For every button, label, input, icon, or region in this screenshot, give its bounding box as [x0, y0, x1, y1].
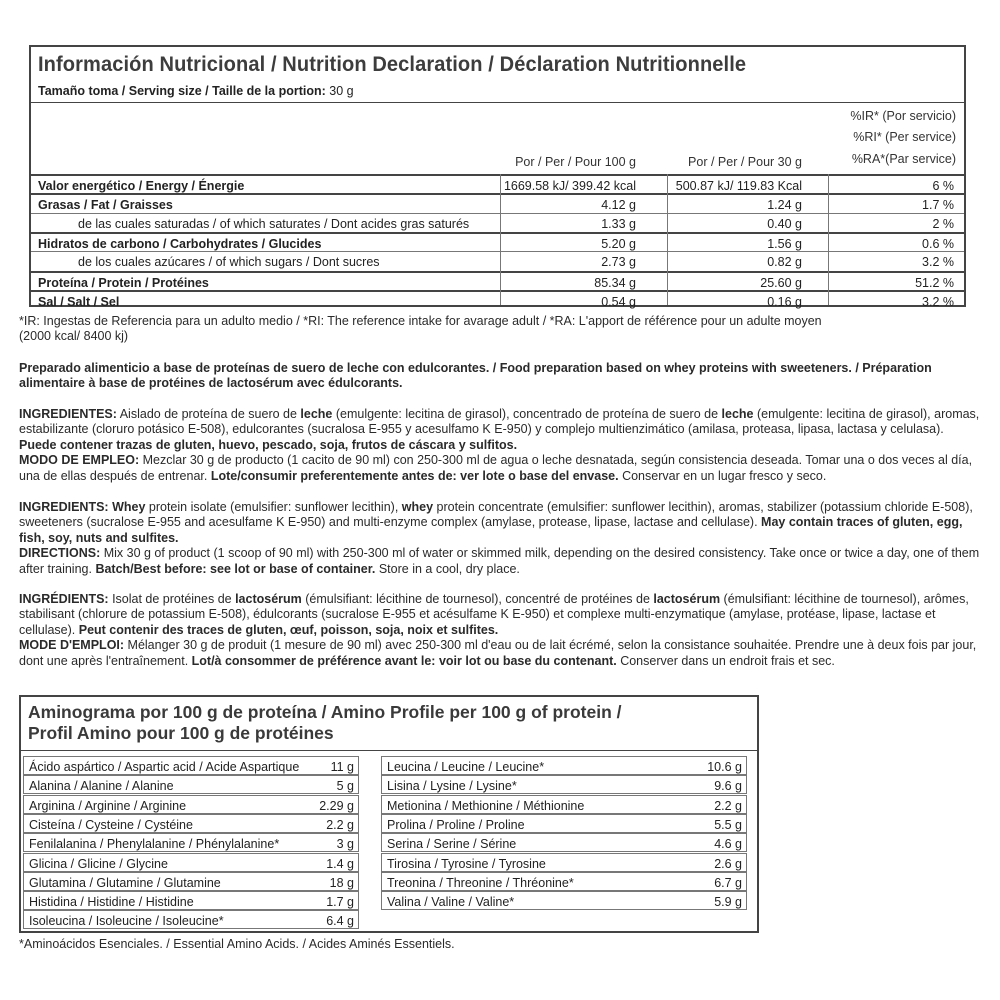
reference-intake-percent: 2 % [932, 216, 954, 231]
serving-size [38, 84, 354, 98]
amino-acid-value: 3 g [336, 837, 354, 852]
amino-acid-name: Tirosina / Tyrosine / Tyrosine [387, 856, 546, 871]
amino-acid-value: 5 g [336, 779, 354, 794]
amino-header-divider [21, 750, 757, 751]
amino-row [381, 891, 747, 910]
amino-acid-name: Treonina / Threonine / Thréonine* [387, 875, 574, 890]
directions-es-label: MODO DE EMPLEO: [19, 453, 140, 468]
value-per-100g: 1.33 g [601, 216, 636, 231]
amino-acid-value: 10.6 g [707, 760, 742, 774]
amino-acid-name: Leucina / Leucine / Leucine* [387, 760, 545, 774]
column-divider [667, 174, 668, 305]
amino-acid-value: 1.7 g [326, 895, 354, 910]
amino-acid-value: 5.5 g [714, 817, 742, 832]
amino-acid-name: Cisteína / Cysteine / Cystéine [29, 817, 193, 832]
amino-title-line-2: Profil Amino pour 100 g de protéines [28, 723, 334, 743]
value-per-100g: 85.34 g [594, 275, 636, 290]
reference-intake-percent: 0.6 % [922, 236, 954, 251]
ingredients-fr: INGRÉDIENTS: Isolat de protéines de lactosérum (émulsifiant: lécithine de tournesol), concentré de protéines de lactosérum (émulsifiant: lécithine de tournesol), arômes, stabilisant (chlorure de potassium E-508), édulcorants (sucralose E-955 et acésulfame K E-950) et complexe multi-enzymatique (amylase, protéase, lipase, lactase et cellulase). Peut contenir des traces de gluten, œuf, poisson, soja, noix et sulfites. [19, 592, 969, 637]
allergen-warning-en: May contain traces of gluten, egg, fish, soy, nuts and sulfites. [19, 515, 963, 545]
amino-row [23, 795, 359, 814]
ri-footnote-line-1: *IR: Ingestas de Referencia para un adulto medio / *RI: The reference intake for avarage adult / *RA: L'apport de référence pour un adulte moyen [19, 314, 822, 328]
amino-acid-value: 18 g [329, 875, 354, 890]
directions-fr-label: MODE D'EMPLOI: [19, 638, 125, 653]
amino-acid-value: 2.2 g [714, 798, 742, 813]
french-block [19, 592, 981, 669]
ri-footnote-line-2: (2000 kcal/ 8400 kj) [19, 329, 129, 344]
value-per-serving: 0.16 g [767, 294, 802, 309]
amino-acid-value: 5.9 g [714, 895, 742, 910]
amino-row [23, 756, 359, 775]
amino-acid-value: 4.6 g [714, 837, 742, 852]
ingredients-en-label: INGREDIENTS: [19, 500, 109, 514]
ingredients-en: INGREDIENTS: Whey protein isolate (emulsifier: sunflower lecithin), whey protein concentrate (emulsifier: sunflower lecithin), aromas, stabilizer (potassium chloride E-508), sweeteners (sucralose E-955 and acesulfame K E-950) and multi-enzyme complex (amylase, protease, lipase, lactase and cellulase). May contain traces of gluten, egg, fish, soy, nuts and sulfites. [19, 500, 973, 545]
amino-acid-name: Arginina / Arginine / Arginine [29, 798, 187, 813]
value-per-serving: 500.87 kJ/ 119.83 Kcal [675, 179, 802, 193]
amino-row [23, 814, 359, 833]
amino-row [381, 853, 747, 872]
english-block [19, 500, 981, 577]
reference-intake-percent: 51.2 % [915, 275, 954, 290]
ingredients-fr-label: INGRÉDIENTS: [19, 592, 109, 606]
nutrient-label: de los cuales azúcares / of which sugars / Dont sucres [78, 255, 380, 270]
amino-acid-name: Glutamina / Glutamine / Glutamine [29, 875, 221, 890]
allergen-warning-fr: Peut contenir des traces de gluten, œuf, poisson, soja, noix et sulfites. [78, 622, 499, 637]
amino-acid-name: Alanina / Alanine / Alanine [29, 779, 174, 794]
amino-footnote: *Aminoácidos Esenciales. / Essential Amino Acids. / Acides Aminés Essentiels. [19, 937, 455, 951]
reference-intake-percent: 6 % [932, 179, 954, 193]
nutrition-row [31, 213, 964, 233]
directions-en-label: DIRECTIONS: [19, 546, 101, 561]
preparation-text [19, 361, 981, 392]
col-header-per100: Por / Per / Pour 100 g [515, 155, 636, 169]
amino-acid-name: Histidina / Histidine / Histidine [29, 895, 194, 910]
amino-row [381, 833, 747, 852]
serving-size-value: 30 g [329, 84, 354, 98]
nutrition-row [31, 271, 964, 292]
spanish-block [19, 407, 981, 484]
preparation-statement: Preparado alimenticio a base de proteínas de suero de leche con edulcorantes. / Food preparation based on whey proteins with sweeteners. / Préparation alimentaire à base de protéines de lactosérum avec édulcorants. [19, 361, 932, 391]
amino-title [28, 702, 621, 744]
reference-intake-percent: 3.2 % [922, 255, 954, 270]
amino-acid-value: 6.4 g [326, 914, 354, 929]
nutrient-label: Proteína / Protein / Protéines [38, 275, 209, 290]
ingredients-es-label: INGREDIENTES: [19, 407, 117, 421]
amino-row [23, 853, 359, 872]
value-per-serving: 0.82 g [767, 255, 802, 270]
amino-row [23, 891, 359, 910]
nutrient-label: Grasas / Fat / Graisses [38, 198, 173, 213]
amino-acid-value: 2.6 g [714, 856, 742, 871]
serving-size-label: Tamaño toma / Serving size / Taille de la portion: [38, 84, 326, 98]
amino-acid-name: Serina / Serine / Sérine [387, 837, 517, 852]
amino-acid-value: 11 g [330, 760, 354, 774]
value-per-serving: 25.60 g [760, 275, 802, 290]
reference-intake-percent: 3.2 % [922, 294, 954, 309]
amino-row [23, 872, 359, 891]
nutrient-label: Hidratos de carbono / Carbohydrates / Glucides [38, 236, 322, 251]
amino-acid-name: Isoleucina / Isoleucine / Isoleucine* [29, 914, 224, 929]
amino-acid-value: 2.2 g [326, 817, 354, 832]
amino-acid-name: Glicina / Glicine / Glycine [29, 856, 168, 871]
amino-acid-value: 9.6 g [714, 779, 742, 794]
column-divider [500, 174, 501, 305]
amino-title-line-1: Aminograma por 100 g de proteína / Amino Profile per 100 g of protein / [28, 702, 622, 722]
amino-acid-name: Metionina / Methionine / Méthionine [387, 798, 585, 813]
allergen-warning-es: Puede contener trazas de gluten, huevo, pescado, soja, frutos de cáscara y sulfitos. [19, 437, 518, 452]
col-header-ri-en: %RI* (Per service) [853, 130, 956, 144]
value-per-serving: 1.56 g [767, 236, 802, 251]
amino-acid-name: Lisina / Lysine / Lysine* [387, 779, 517, 794]
directions-es: MODO DE EMPLEO: Mezclar 30 g de producto (1 cacito de 90 ml) con 250-300 ml de agua o leche desnatada, según consistencia deseada. Tomar una o dos veces al día, una de ellas después de entrenar. Lote/consumir preferentemente antes de: ver lote o base del envase. Conservar en un lugar fresco y seco. [19, 453, 973, 483]
nutrition-title: Información Nutricional / Nutrition Declaration / Déclaration Nutritionnelle [38, 53, 747, 76]
amino-acid-name: Fenilalanina / Phenylalanine / Phénylalanine* [29, 837, 280, 852]
amino-acid-name: Prolina / Proline / Proline [387, 817, 525, 832]
value-per-100g: 1669.58 kJ/ 399.42 kcal [503, 179, 636, 193]
amino-acid-value: 6.7 g [714, 875, 742, 890]
nutrition-row [31, 174, 964, 195]
header-divider [31, 102, 964, 103]
amino-profile-table [19, 695, 759, 933]
nutrition-row [31, 251, 964, 271]
amino-row [23, 775, 359, 794]
column-divider [828, 174, 829, 305]
amino-acid-value: 2.29 g [319, 798, 354, 813]
reference-intake-percent: 1.7 % [922, 198, 954, 213]
amino-acid-name: Ácido aspártico / Aspartic acid / Acide Aspartique [29, 760, 300, 774]
value-per-serving: 1.24 g [767, 198, 802, 213]
ri-footnote [19, 314, 981, 345]
amino-row [23, 910, 359, 929]
nutrient-label: Sal / Salt / Sel [38, 294, 120, 309]
nutrient-label: Valor energético / Energy / Énergie [38, 179, 245, 193]
nutrition-row [31, 290, 964, 311]
col-header-ri-fr: %RA*(Par service) [851, 152, 956, 166]
nutrition-table [29, 45, 966, 307]
amino-row [381, 756, 747, 775]
nutrition-row [31, 232, 964, 253]
nutrition-row [31, 193, 964, 214]
col-header-ri-es: %IR* (Por servicio) [850, 109, 956, 123]
directions-en: DIRECTIONS: Mix 30 g of product (1 scoop of 90 ml) with 250-300 ml of water or skimmed milk, depending on the desired consistency. Take once or twice a day, one of them after training. Batch/Best before: see lot or base of container. Store in a cool, dry place. [19, 546, 980, 576]
amino-acid-name: Valina / Valine / Valine* [387, 895, 515, 910]
amino-row [381, 775, 747, 794]
amino-row [381, 872, 747, 891]
amino-acid-value: 1.4 g [326, 856, 354, 871]
col-header-per30: Por / Per / Pour 30 g [688, 155, 802, 169]
value-per-serving: 0.40 g [767, 216, 802, 231]
amino-row [23, 833, 359, 852]
value-per-100g: 2.73 g [601, 255, 636, 270]
value-per-100g: 5.20 g [601, 236, 636, 251]
amino-row [381, 795, 747, 814]
value-per-100g: 0.54 g [601, 294, 636, 309]
nutrient-label: de las cuales saturadas / of which saturates / Dont acides gras saturés [78, 216, 470, 231]
directions-fr: MODE D'EMPLOI: Mélanger 30 g de produit (1 mesure de 90 ml) avec 250-300 ml d'eau ou de lait écrémé, selon la consistance souhaitée. Prendre une à deux fois par jour, dont une après l'entraînement. Lot/à consommer de préférence avant le: voir lot ou base du contenant. Conserver dans un endroit frais et sec. [19, 638, 977, 668]
ingredients-es: INGREDIENTES: Aislado de proteína de suero de leche (emulgente: lecitina de girasol), concentrado de proteína de suero de leche (emulgente: lecitina de girasol), aromas, estabilizante (cloruro potásico E-508), edulcorantes (sucralosa E-955 y acesulfamo K E-950) y complejo multienzimático (amilasa, proteasa, lipasa, lactasa y celulasa). Puede contener trazas de gluten, huevo, pescado, soja, frutos de cáscara y sulfitos. [19, 407, 980, 452]
value-per-100g: 4.12 g [601, 198, 636, 213]
amino-row [381, 814, 747, 833]
